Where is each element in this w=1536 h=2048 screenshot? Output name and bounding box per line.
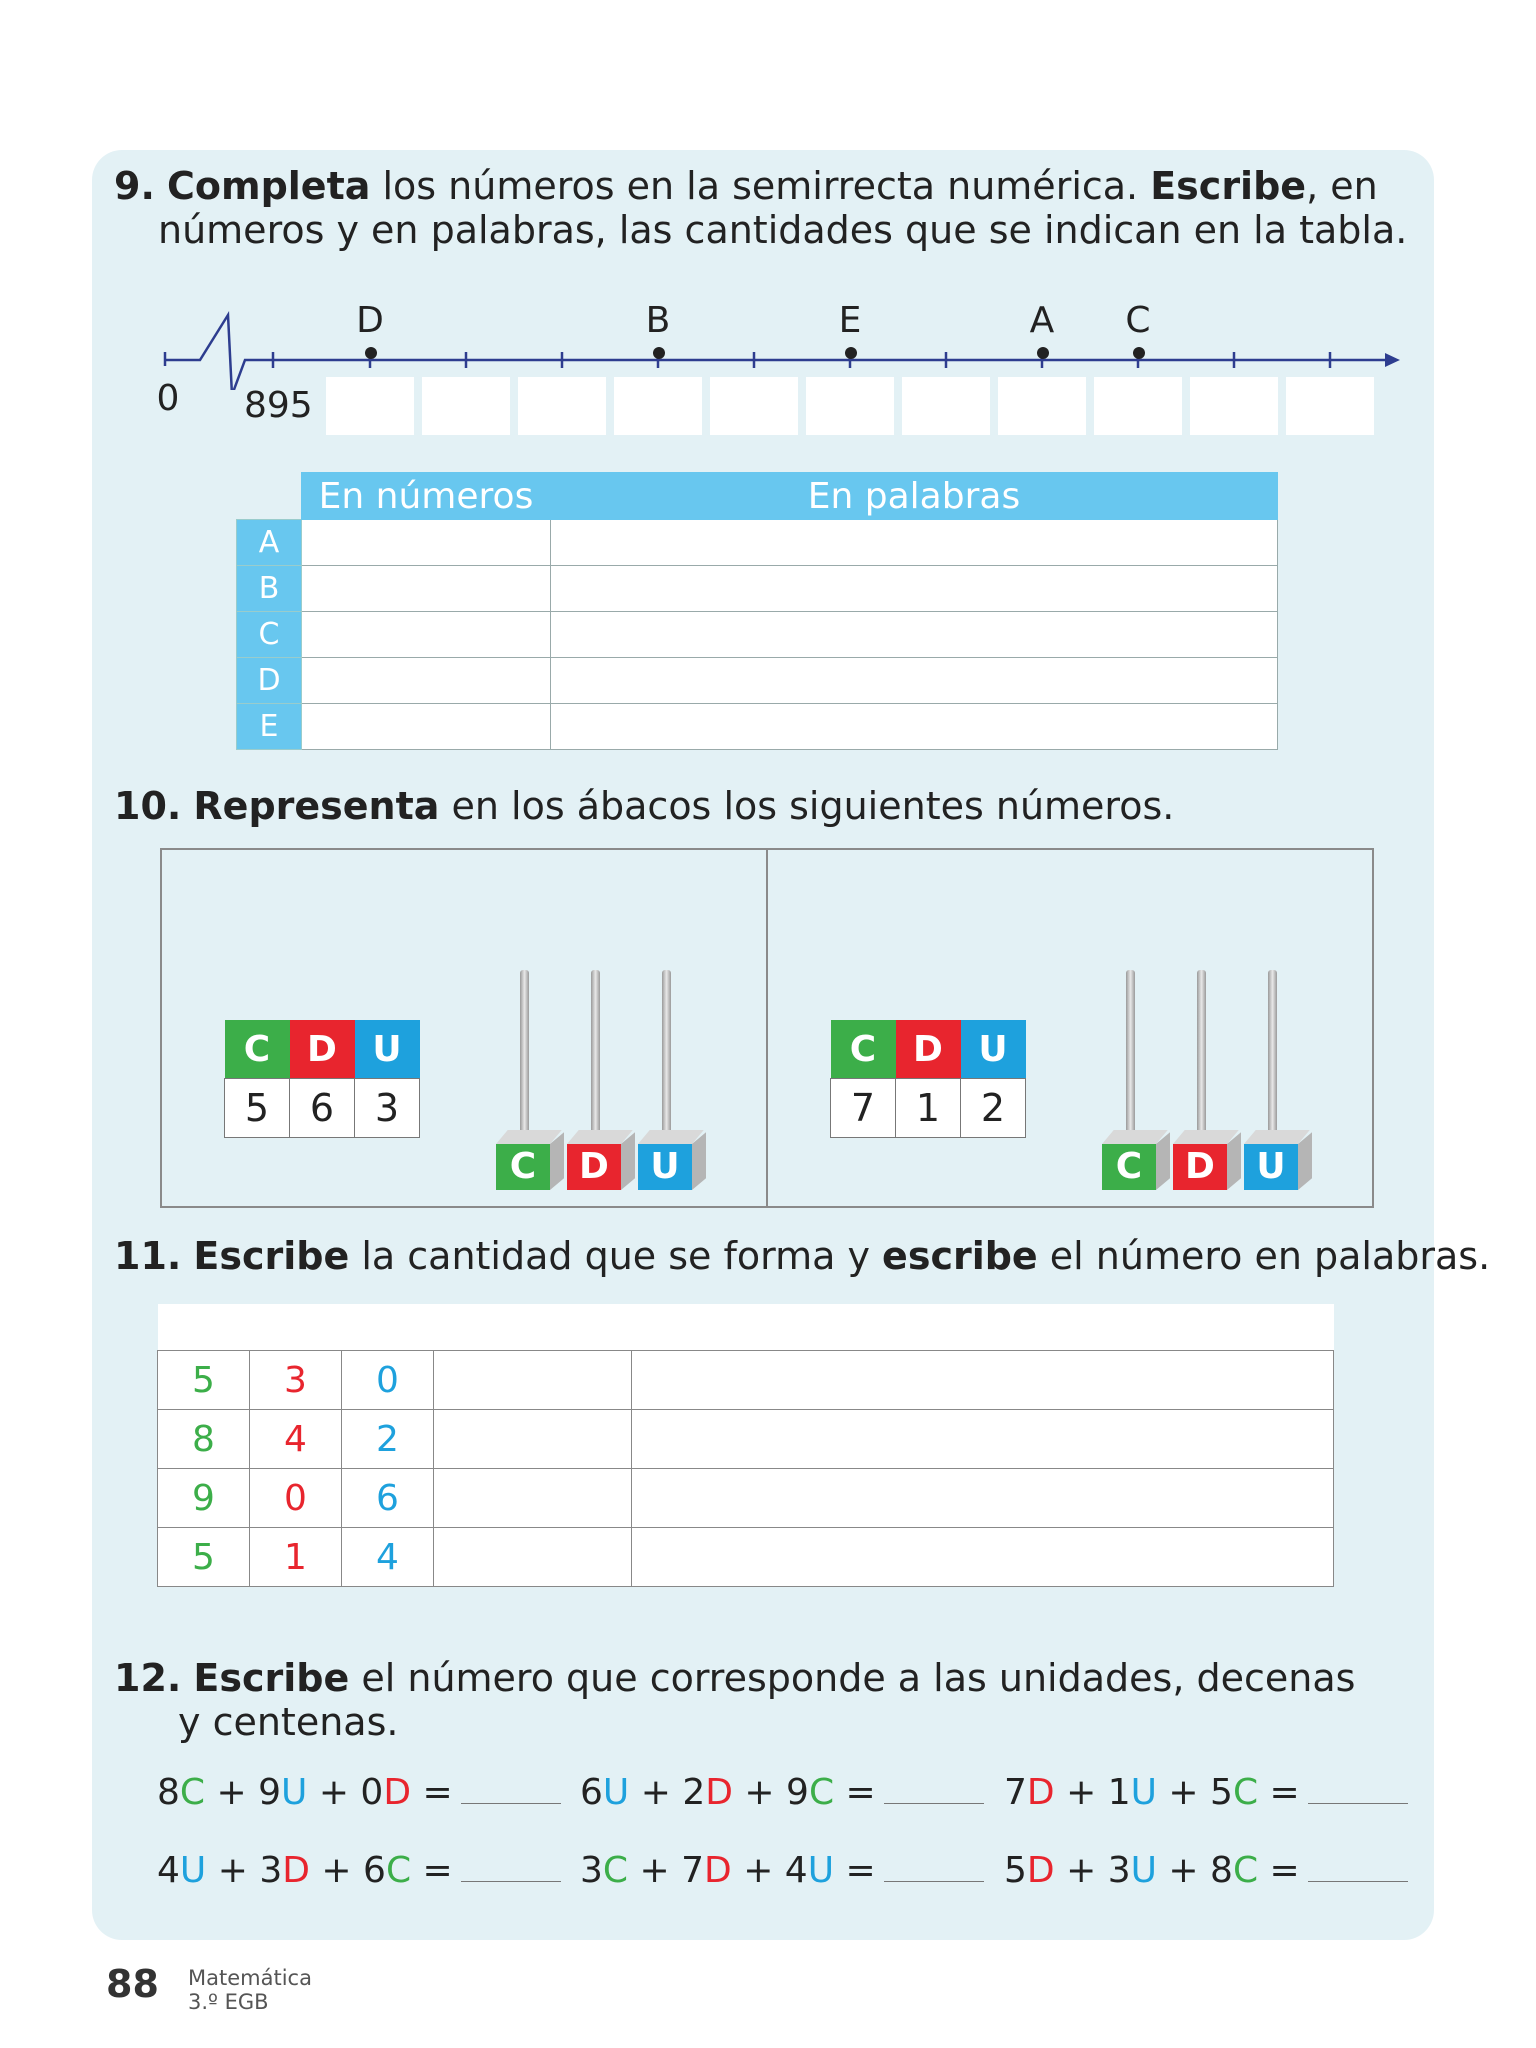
digit-d: 1 <box>250 1528 342 1587</box>
value-c: 5 <box>225 1079 290 1138</box>
q9-text1: los números en la semirrecta numérica. <box>370 164 1151 208</box>
equation-1: 8C + 9U + 0D = <box>157 1772 561 1813</box>
equation-5: 3C + 7D + 4U = <box>580 1850 984 1891</box>
point-a <box>1037 347 1049 359</box>
equation-2: 6U + 2D + 9C = <box>580 1772 984 1813</box>
q9-line2: números y en palabras, las cantidades que se indican en la tabla. <box>158 208 1408 252</box>
answer-blank[interactable] <box>884 1773 984 1804</box>
palabras-answer-cell[interactable] <box>632 1351 1334 1410</box>
abacus-base-c: C <box>1102 1144 1156 1190</box>
point-label-a: A <box>1029 300 1055 341</box>
q11-text1: la cantidad que se forma y <box>349 1234 883 1278</box>
footer-subject <box>188 1966 312 2014</box>
answer-cell[interactable] <box>551 566 1278 612</box>
number-line-blank[interactable] <box>1094 377 1182 435</box>
equation-4: 4U + 3D + 6C = <box>157 1850 561 1891</box>
number-line-blank[interactable] <box>326 377 414 435</box>
digit-u: 6 <box>342 1469 434 1528</box>
value-u: 2 <box>961 1079 1026 1138</box>
q12-number: 12. <box>114 1656 182 1700</box>
table-row <box>158 1469 1334 1528</box>
point-label-c: C <box>1125 300 1151 341</box>
q11-table <box>157 1304 1334 1587</box>
abacus-rod-d[interactable] <box>591 970 600 1142</box>
subject-label: Matemática <box>188 1966 312 1990</box>
table-row <box>158 1528 1334 1587</box>
header-d: D <box>896 1020 961 1079</box>
answer-blank[interactable] <box>1308 1851 1408 1882</box>
value-c: 7 <box>831 1079 896 1138</box>
header-d: D <box>290 1020 355 1079</box>
palabras-answer-cell[interactable] <box>632 1528 1334 1587</box>
number-line-blank[interactable] <box>710 377 798 435</box>
point-label-b: B <box>645 300 671 341</box>
header-en-palabras: En palabras <box>632 1304 1334 1351</box>
number-line-blank[interactable] <box>806 377 894 435</box>
abacus-rod-d[interactable] <box>1197 970 1206 1142</box>
numero-answer-cell[interactable] <box>434 1410 632 1469</box>
abacus-frame-1 <box>160 848 768 1208</box>
equation-6: 5D + 3U + 8C = <box>1004 1850 1408 1891</box>
answer-cell[interactable] <box>302 566 551 612</box>
number-line-blank[interactable] <box>1286 377 1374 435</box>
point-label-d: D <box>356 300 384 341</box>
digit-u: 0 <box>342 1351 434 1410</box>
answer-blank[interactable] <box>461 1851 561 1882</box>
q11-text2: el número en palabras. <box>1037 1234 1491 1278</box>
answer-blank[interactable] <box>461 1773 561 1804</box>
cdu-table-1 <box>224 1020 420 1138</box>
value-d: 1 <box>896 1079 961 1138</box>
answer-cell[interactable] <box>302 658 551 704</box>
point-c <box>1133 347 1145 359</box>
cdu-table-2 <box>830 1020 1026 1138</box>
q9-table <box>236 472 1278 750</box>
q10-instruction <box>114 784 1174 828</box>
col-header-en-numeros: En números <box>302 473 551 520</box>
digit-c: 5 <box>158 1351 250 1410</box>
row-label-e: E <box>237 704 302 750</box>
digit-d: 3 <box>250 1351 342 1410</box>
header-c: C <box>225 1020 290 1079</box>
abacus-rod-u[interactable] <box>662 970 671 1142</box>
answer-cell[interactable] <box>551 658 1278 704</box>
answer-blank[interactable] <box>1308 1773 1408 1804</box>
number-line-blank[interactable] <box>518 377 606 435</box>
number-line-blank[interactable] <box>1190 377 1278 435</box>
q9-verb-escribe: Escribe <box>1150 164 1307 208</box>
abacus-base-u: U <box>1244 1144 1298 1190</box>
digit-u: 4 <box>342 1528 434 1587</box>
number-line-blank[interactable] <box>614 377 702 435</box>
grade-label: 3.º EGB <box>188 1990 269 2014</box>
number-line-blank[interactable] <box>422 377 510 435</box>
cube-side <box>1298 1132 1312 1190</box>
digit-c: 8 <box>158 1410 250 1469</box>
digit-u: 2 <box>342 1410 434 1469</box>
q10-number: 10. <box>114 784 182 828</box>
digit-d: 0 <box>250 1469 342 1528</box>
q11-verb1: Escribe <box>193 1234 350 1278</box>
abacus-rod-c[interactable] <box>1126 970 1135 1142</box>
digit-c: 5 <box>158 1528 250 1587</box>
q11-verb2: escribe <box>882 1234 1038 1278</box>
abacus-rod-c[interactable] <box>520 970 529 1142</box>
point-label-e: E <box>838 300 862 341</box>
digit-c: 9 <box>158 1469 250 1528</box>
q10-verb: Representa <box>193 784 440 828</box>
point-e <box>845 347 857 359</box>
cube-side <box>621 1132 635 1190</box>
value-d: 6 <box>290 1079 355 1138</box>
table-row <box>237 520 1278 566</box>
table-row <box>237 612 1278 658</box>
digit-d: 4 <box>250 1410 342 1469</box>
abacus-base-d: D <box>1173 1144 1227 1190</box>
row-label-d: D <box>237 658 302 704</box>
q9-text2: , en <box>1306 164 1378 208</box>
header-u: U <box>355 1020 420 1079</box>
cube-side <box>550 1132 564 1190</box>
q10-text: en los ábacos los siguientes números. <box>439 784 1175 828</box>
zero-label: 0 <box>156 378 180 419</box>
page-number: 88 <box>106 1962 159 2006</box>
answer-cell[interactable] <box>551 520 1278 566</box>
header-u: U <box>342 1304 434 1351</box>
row-label-c: C <box>237 612 302 658</box>
table-row <box>237 704 1278 750</box>
cube-side <box>1156 1132 1170 1190</box>
table-row <box>158 1410 1334 1469</box>
point-d <box>365 347 377 359</box>
equation-3: 7D + 1U + 5C = <box>1004 1772 1408 1813</box>
numero-answer-cell[interactable] <box>434 1351 632 1410</box>
col-header-en-palabras: En palabras <box>551 473 1278 520</box>
point-b <box>653 347 665 359</box>
start-value-label: 895 <box>244 385 313 426</box>
palabras-answer-cell[interactable] <box>632 1410 1334 1469</box>
header-u: U <box>961 1020 1026 1079</box>
q11-number: 11. <box>114 1234 182 1278</box>
table-row <box>237 566 1278 612</box>
abacus-base-u: U <box>638 1144 692 1190</box>
table-row <box>237 658 1278 704</box>
header-c: C <box>831 1020 896 1079</box>
q11-instruction <box>114 1234 1490 1278</box>
answer-cell[interactable] <box>551 704 1278 750</box>
header-d: D <box>250 1304 342 1351</box>
table-row <box>158 1351 1334 1410</box>
row-label-b: B <box>237 566 302 612</box>
abacus-base-c: C <box>496 1144 550 1190</box>
value-u: 3 <box>355 1079 420 1138</box>
number-line-blank[interactable] <box>998 377 1086 435</box>
cube-side <box>692 1132 706 1190</box>
row-label-a: A <box>237 520 302 566</box>
q9-instruction <box>114 164 1414 252</box>
q12-line2: y centenas. <box>178 1700 399 1744</box>
cube-side <box>1227 1132 1241 1190</box>
answer-cell[interactable] <box>302 704 551 750</box>
header-numero: Número <box>434 1304 632 1351</box>
palabras-answer-cell[interactable] <box>632 1469 1334 1528</box>
numero-answer-cell[interactable] <box>434 1528 632 1587</box>
answer-cell[interactable] <box>302 520 551 566</box>
header-c: C <box>158 1304 250 1351</box>
answer-cell[interactable] <box>551 612 1278 658</box>
abacus-frame-2 <box>766 848 1374 1208</box>
answer-cell[interactable] <box>302 612 551 658</box>
abacus-base-d: D <box>567 1144 621 1190</box>
numero-answer-cell[interactable] <box>434 1469 632 1528</box>
q9-verb-completa: Completa <box>166 164 371 208</box>
abacus-rod-u[interactable] <box>1268 970 1277 1142</box>
q12-text: el número que corresponde a las unidades, decenas <box>349 1656 1356 1700</box>
q9-number: 9. <box>114 164 155 208</box>
q12-verb: Escribe <box>193 1656 350 1700</box>
q12-instruction <box>114 1656 1355 1744</box>
number-line-blank[interactable] <box>902 377 990 435</box>
answer-blank[interactable] <box>884 1851 984 1882</box>
